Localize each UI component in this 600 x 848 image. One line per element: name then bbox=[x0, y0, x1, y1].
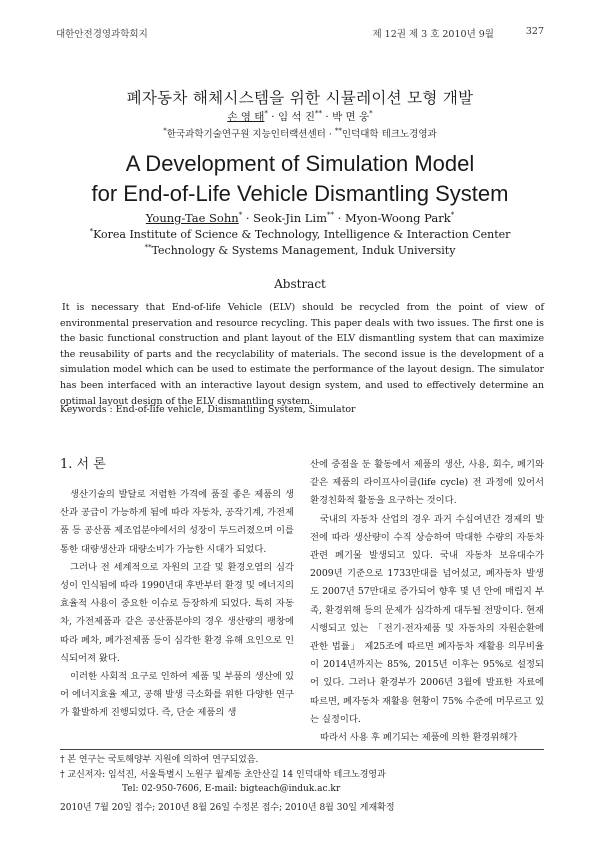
author-ko-2: 임 석 진 bbox=[277, 111, 316, 123]
title-en-line-1: A Development of Simulation Model bbox=[125, 151, 475, 176]
footnote-corresponding-text: 교신저자: 임석진, 서울특별시 노원구 월계동 초안산길 14 인덕대학 테크노경영과 bbox=[67, 769, 386, 780]
title-korean: 폐자동차 해체시스템을 위한 시뮬레이션 모형 개발 bbox=[126, 89, 474, 107]
footnote-corresponding bbox=[60, 768, 544, 783]
affil-en-line-2 bbox=[0, 243, 600, 259]
author-en-1: Young-Tae Sohn bbox=[145, 211, 239, 225]
authors-english bbox=[0, 211, 600, 225]
author-en-2: Seok-Jin Lim bbox=[253, 211, 327, 225]
footnote-contact: Tel: 02-950-7606, E-mail: bigteach@induk.ac.kr bbox=[122, 784, 341, 794]
affil-en-1: Korea Institute of Science & Technology, Intelligence & Interaction Center bbox=[93, 228, 511, 241]
keywords-label: Keywords : bbox=[60, 404, 116, 415]
running-header bbox=[56, 26, 544, 42]
author-ko-3-mark: * bbox=[369, 109, 373, 118]
body-paragraph: 이러한 사회적 요구로 인하여 제품 및 부품의 생산에 있어 에너지효율 제고, 공해 발생 극소화를 위한 다양한 연구가 활발하게 진행되었다. 즉, 단순 제품의 생 bbox=[60, 671, 294, 719]
affil-en-1-mark: * bbox=[89, 227, 94, 236]
section-heading-introduction: 1. 서 론 bbox=[60, 457, 106, 472]
author-ko-sep: · bbox=[322, 111, 333, 123]
body-paragraph: 국내의 자동차 산업의 경우 과거 수십여년간 경제의 발전에 따라 생산량이 수직 상승하여 막대한 수량의 자동차관련 폐기물 발생되고 있다. 국내 자동차 보유대수가 2009년 기준으로 1733만대를 넘어섰고, 폐자동차 발생도 2007년 57만대로 증가되어 향후 몇 년 안에 매립지 부족, 환경위해 등의 문제가 심각하게 대두될 전망이다. 현재 시행되고 있는 「전기·전자제품 및 자동차의 자원순환에 관한 법률」 제25조에 따르면 폐자동차 재활용 의무비율이 2014년까지는 85%, 2015년 이후는 95%로 설정되어 있다. 그러나 환경부가 2006년 3월에 발표한 자료에 따르면, 폐자동차 재활용 현황이 75% 수준에 머무르고 있는 실정이다. bbox=[310, 513, 544, 725]
affil-en-line-1 bbox=[0, 227, 600, 243]
author-ko-sep: · bbox=[267, 111, 278, 123]
dagger-mark: † bbox=[60, 769, 65, 780]
issue-info: 제 12권 제 3 호 2010년 9월 bbox=[372, 29, 494, 40]
keywords-list: End-of-life vehicle, Dismantling System, Simulator bbox=[115, 404, 356, 415]
author-en-1-mark: * bbox=[238, 211, 243, 220]
footnote-divider bbox=[60, 749, 544, 750]
footnote-support-text: 본 연구는 국토해양부 지원에 의하여 연구되었음. bbox=[67, 755, 259, 765]
affiliations-korean bbox=[0, 126, 600, 140]
affil-ko-1: 한국과학기술연구원 지능인터랙션센터 · bbox=[166, 129, 335, 140]
body-paragraph: 그러나 전 세계적으로 자원의 고갈 및 환경오염의 심각성이 인식됨에 따라 1990년대 후반부터 환경 및 에너지의 효율적 사용이 중요한 이슈로 등장하게 되었다. 특히 자동차, 가전제품과 같은 공산품분야의 경우 생산량의 팽창에 따라 폐차, 폐가전제품 등이 심각한 환경 유해 요인으로 인식되어져 왔다. bbox=[60, 561, 294, 664]
author-en-2-mark: ** bbox=[327, 211, 334, 220]
affil-ko-2-mark: ** bbox=[334, 126, 342, 135]
body-paragraph: 산에 중점을 둔 활동에서 제품의 생산, 사용, 회수, 폐기와 같은 제품의 라이프사이클(life cycle) 전 과정에 있어서 환경친화적 활동을 요구하는 것이다. bbox=[310, 459, 544, 507]
abstract-body: It is necessary that End-of-life Vehicle (ELV) should be recycled from the point of view of environmental preservation and resource recycling. This paper deals with two issues. The first one is the basic functional construction and plant layout of the ELV dismantling system that can maximize the reusability of parts and the recyclability of materials. The second issue is the development of a simulation model which can be used to estimate the performance of the layout design. The simulator has been interfaced with an interactive layout design system, and used to effectively determine an optimal layout design of the ELV dismantling system. bbox=[60, 302, 544, 407]
affil-ko-1-mark: * bbox=[163, 126, 167, 135]
dagger-mark: † bbox=[60, 755, 65, 765]
author-en-3: Myon-Woong Park bbox=[344, 211, 451, 225]
title-english bbox=[0, 149, 600, 209]
author-en-sep: · bbox=[334, 211, 345, 225]
abstract-heading: Abstract bbox=[274, 277, 326, 291]
affil-en-2-mark: ** bbox=[144, 243, 152, 252]
footnote-dates: 2010년 7월 20일 접수; 2010년 8월 26일 수정본 접수; 2010년 8월 30일 게재확정 bbox=[60, 802, 395, 813]
journal-name: 대한안전경영과학회지 bbox=[56, 29, 148, 40]
author-ko-2-mark: ** bbox=[315, 109, 323, 118]
title-en-line-2: for End-of-Life Vehicle Dismantling System bbox=[91, 181, 509, 206]
authors-korean bbox=[0, 109, 600, 124]
body-paragraph: 따라서 사용 후 폐기되는 제품에 의한 환경위해가 bbox=[320, 732, 518, 744]
body-paragraph: 생산기술의 발달로 저렴한 가격에 품질 좋은 제품의 생산과 공급이 가능하게 됨에 따라 자동차, 공작기계, 가전제품 등 공산품 제조업분야에서의 성장이 두드러졌으며 이를 통한 대량생산과 대량소비가 가능한 시대가 되었다. bbox=[60, 489, 294, 555]
keywords-line bbox=[60, 402, 544, 417]
footnotes bbox=[60, 753, 544, 815]
footnote-support bbox=[60, 753, 544, 768]
author-ko-1: 손 영 태 bbox=[227, 111, 265, 123]
page-number: 327 bbox=[525, 26, 544, 37]
author-en-3-mark: * bbox=[450, 211, 455, 220]
author-en-sep: · bbox=[242, 211, 254, 225]
affil-en-2: Technology & Systems Management, Induk University bbox=[151, 244, 456, 257]
author-ko-3: 박 면 웅 bbox=[332, 111, 370, 123]
affil-ko-2: 인덕대학 테크노경영과 bbox=[341, 129, 437, 140]
author-ko-1-mark: * bbox=[264, 109, 268, 118]
right-column bbox=[310, 456, 544, 747]
affiliations-english bbox=[0, 227, 600, 259]
left-column bbox=[60, 456, 294, 723]
